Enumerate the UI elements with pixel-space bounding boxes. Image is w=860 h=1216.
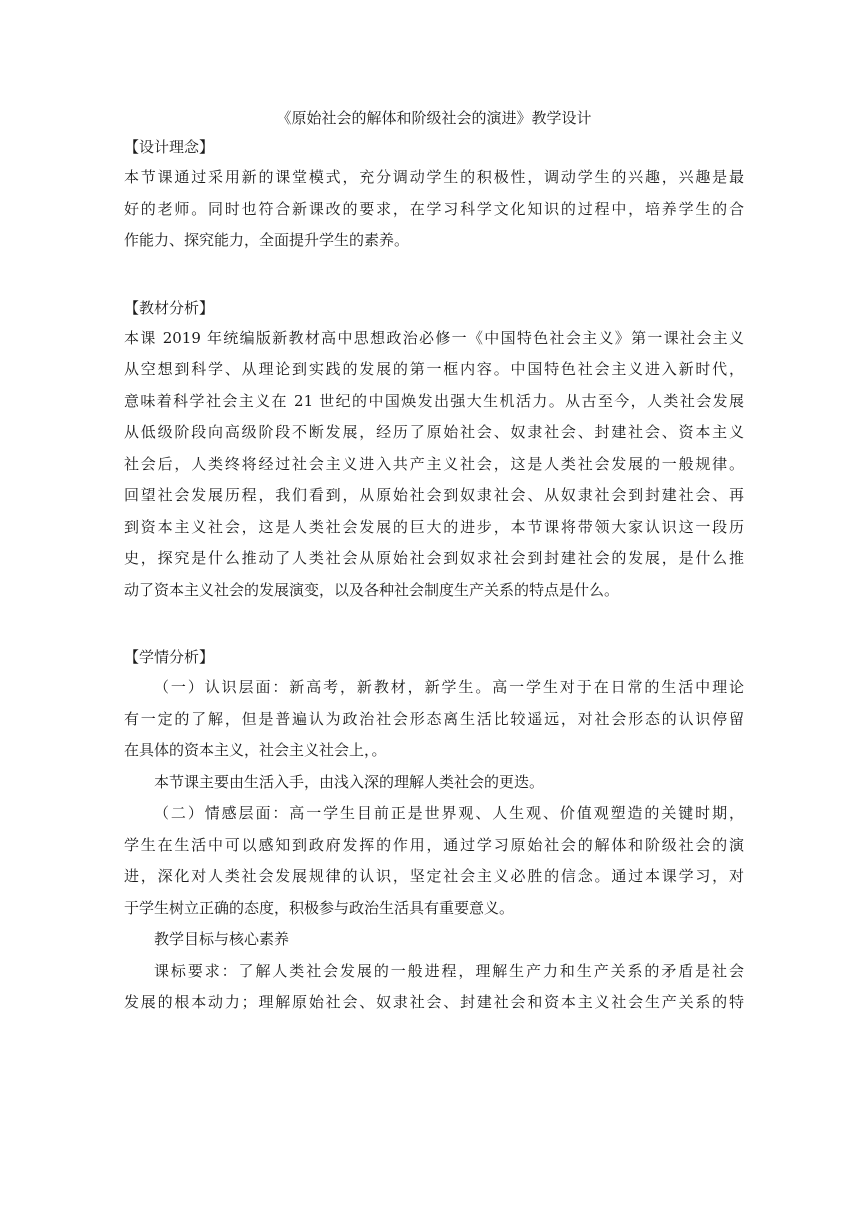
text-line: 学生在生活中可以感知到政府发挥的作用，通过学习原始社会的解体和阶级社会的演 [124, 835, 744, 854]
text-line: 从空想到科学、从理论到实践的发展的第一框内容。中国特色社会主义进入新时代， [124, 360, 744, 378]
text-line: 作能力、探究能力，全面提升学生的素养。 [124, 231, 410, 249]
text-line: 到资本主义社会，这是人类社会发展的巨大的进步，本节课将带领大家认识这一段历 [124, 517, 744, 536]
text-line: 本节课通过采用新的课堂模式，充分调动学生的积极性，调动学生的兴趣，兴趣是最 [124, 168, 744, 186]
text-line: 于学生树立正确的态度，积极参与政治生活具有重要意义。 [124, 898, 515, 917]
text-line: 有一定的了解，但是普遍认为政治社会形态离生活比较遥远，对社会形态的认识停留 [124, 709, 744, 728]
teaching-goals-heading: 教学目标与核心素养 [154, 930, 290, 948]
student-analysis-paragraph-2: 本节课主要由生活入手，由浅入深的理解人类社会的更迭。 [154, 772, 545, 791]
text-line: （二）情感层面：高一学生目前正是世界观、人生观、价值观塑造的关键时期， [154, 804, 744, 822]
document-title: 《原始社会的解体和阶级社会的演进》教学设计 [276, 109, 592, 127]
material-analysis-paragraph [124, 323, 744, 607]
text-line: 社会后，人类终将经过社会主义进入共产主义社会，这是人类社会发展的一般规律。 [124, 454, 744, 473]
text-line: 发展的根本动力；理解原始社会、奴隶社会、封建社会和资本主义社会生产关系的特 [124, 993, 744, 1011]
student-analysis-paragraph-1 [124, 672, 744, 767]
design-concept-paragraph [124, 162, 744, 257]
blank-line [124, 606, 744, 642]
heading-design-concept: 【设计理念】 [124, 138, 215, 156]
heading-student-analysis: 【学情分析】 [124, 648, 215, 666]
text-line: 好的老师。同时也符合新课改的要求，在学习科学文化知识的过程中，培养学生的合 [124, 199, 744, 218]
text-line: 意味着科学社会主义在 21 世纪的中国焕发出强大生机活力。从古至今，人类社会发展 [124, 391, 744, 410]
text-line: 从低级阶段向高级阶段不断发展，经历了原始社会、奴隶社会、封建社会、资本主义 [124, 423, 744, 441]
document-page [124, 104, 744, 1019]
text-line: 在具体的资本主义，社会主义社会上，。 [124, 741, 387, 759]
text-line: 课标要求：了解人类社会发展的一般进程，理解生产力和生产关系的矛盾是社会 [154, 961, 744, 980]
text-line: （一）认识层面：新高考，新教材，新学生。高一学生对于在日常的生活中理论 [154, 678, 744, 696]
text-line: 动了资本主义社会的发展演变，以及各种社会制度生产关系的特点是什么。 [124, 580, 620, 599]
student-analysis-paragraph-3 [124, 798, 744, 924]
text-line: 本课 2019 年统编版新教材高中思想政治必修一《中国特色社会主义》第一课社会主义 [124, 328, 744, 347]
curriculum-requirements-paragraph [124, 956, 744, 1019]
text-line: 史，探究是什么推动了人类社会从原始社会到奴求社会到封建社会的发展，是什么推 [124, 549, 744, 567]
heading-material-analysis: 【教材分析】 [124, 298, 215, 317]
text-line: 回望社会发展历程，我们看到，从原始社会到奴隶社会、从奴隶社会到封建社会、再 [124, 486, 744, 504]
text-line: 进，深化对人类社会发展规律的认识，坚定社会主义必胜的信念。通过本课学习，对 [124, 867, 744, 885]
blank-line [124, 257, 744, 293]
